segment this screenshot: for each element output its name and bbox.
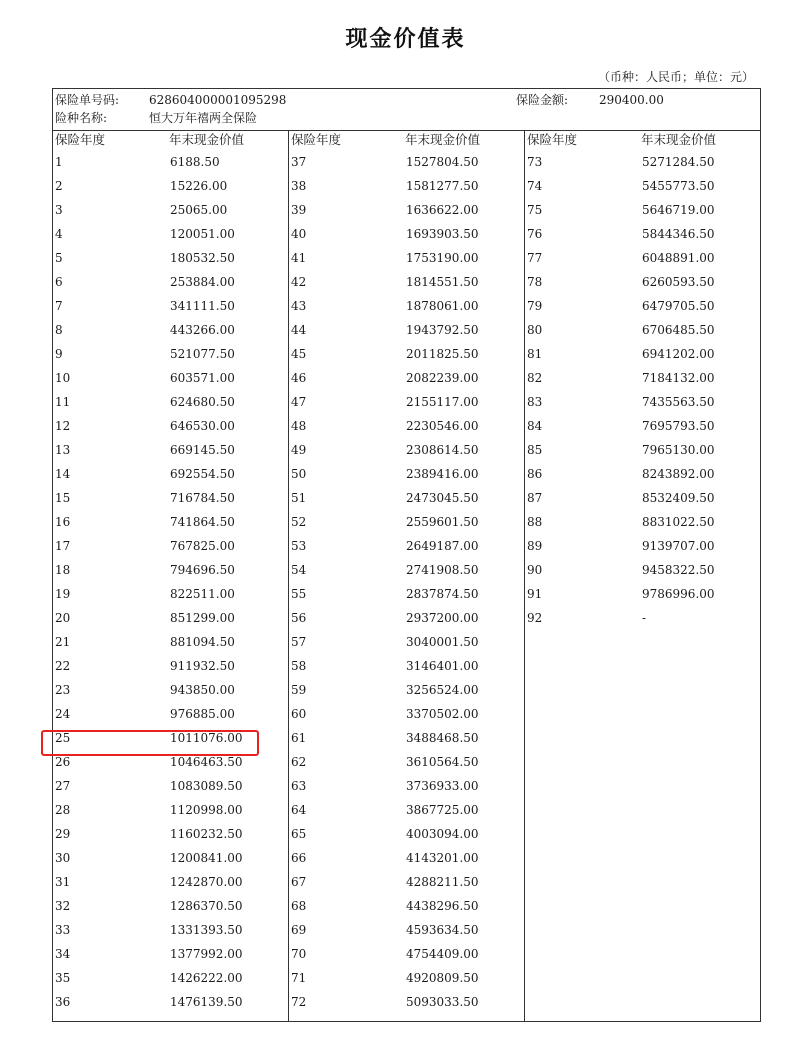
cash-value-cell: 851299.00	[170, 611, 235, 625]
cash-value-cell: 3736933.00	[406, 779, 479, 793]
cash-value-cell: 7435563.50	[642, 395, 715, 409]
year-cell: 37	[291, 155, 307, 169]
cash-value-cell: 4003094.00	[406, 827, 479, 841]
cash-value-cell: 5093033.50	[406, 995, 479, 1009]
cash-value-cell: 8243892.00	[642, 467, 715, 481]
year-cell: 26	[55, 755, 71, 769]
cash-value-cell: 624680.50	[170, 395, 235, 409]
cash-value-cell: 3040001.50	[406, 635, 479, 649]
cash-value-cell: 2155117.00	[406, 395, 479, 409]
cash-value-cell: 253884.00	[170, 275, 235, 289]
year-cell: 16	[55, 515, 71, 529]
year-cell: 50	[291, 467, 307, 481]
year-cell: 63	[291, 779, 307, 793]
table-row	[53, 534, 289, 558]
table-row	[289, 318, 525, 342]
table-row	[53, 318, 289, 342]
table-row	[525, 486, 761, 510]
year-cell: 67	[291, 875, 307, 889]
year-cell: 7	[55, 299, 63, 313]
cash-value-cell: 5271284.50	[642, 155, 715, 169]
table-row	[53, 630, 289, 654]
table-row	[289, 990, 525, 1014]
year-cell: 31	[55, 875, 71, 889]
table-row	[289, 510, 525, 534]
table-row	[289, 246, 525, 270]
table-row	[525, 390, 761, 414]
product-name-label: 险种名称:	[55, 111, 108, 125]
currency-note: （币种：人民币；单位：元）	[597, 70, 754, 84]
year-cell: 23	[55, 683, 71, 697]
year-cell: 72	[291, 995, 307, 1009]
table-column-2	[289, 130, 525, 1014]
year-cell: 13	[55, 443, 71, 457]
cash-value-cell: 1753190.00	[406, 251, 479, 265]
table-row	[525, 438, 761, 462]
cash-value-cell: 8532409.50	[642, 491, 715, 505]
year-cell: 19	[55, 587, 71, 601]
table-row	[525, 558, 761, 582]
year-cell: 21	[55, 635, 71, 649]
table-row	[53, 654, 289, 678]
cash-value-cell: 9458322.50	[642, 563, 715, 577]
table-row	[53, 294, 289, 318]
table-row	[53, 702, 289, 726]
table-row	[289, 798, 525, 822]
table-row	[53, 174, 289, 198]
cash-value-cell: 1377992.00	[170, 947, 243, 961]
year-cell: 87	[527, 491, 543, 505]
cash-value-cell: 2011825.50	[406, 347, 479, 361]
cash-value-cell: 976885.00	[170, 707, 235, 721]
table-row	[53, 414, 289, 438]
cash-value-cell: 2649187.00	[406, 539, 479, 553]
table-row	[53, 150, 289, 174]
table-row	[53, 246, 289, 270]
table-row	[289, 966, 525, 990]
cash-value-cell: -	[642, 611, 647, 625]
cash-value-cell: 2389416.00	[406, 467, 479, 481]
table-row	[525, 534, 761, 558]
table-row	[289, 702, 525, 726]
table-row	[289, 726, 525, 750]
year-cell: 48	[291, 419, 307, 433]
cash-value-cell: 1160232.50	[170, 827, 243, 841]
cash-value-cell: 5455773.50	[642, 179, 715, 193]
year-cell: 65	[291, 827, 307, 841]
table-row	[525, 222, 761, 246]
cash-value-cell: 1426222.00	[170, 971, 243, 985]
value-header: 年末现金价值	[641, 132, 717, 147]
cash-value-cell: 15226.00	[170, 179, 228, 193]
year-cell: 43	[291, 299, 307, 313]
year-cell: 81	[527, 347, 543, 361]
cash-value-cell: 767825.00	[170, 539, 235, 553]
year-cell: 6	[55, 275, 63, 289]
cash-value-cell: 2230546.00	[406, 419, 479, 433]
year-cell: 30	[55, 851, 71, 865]
year-cell: 54	[291, 563, 307, 577]
table-row	[289, 342, 525, 366]
year-cell: 83	[527, 395, 543, 409]
table-row	[525, 366, 761, 390]
cash-value-cell: 6260593.50	[642, 275, 715, 289]
cash-value-cell: 4438296.50	[406, 899, 479, 913]
cash-value-cell: 4288211.50	[406, 875, 479, 889]
year-cell: 58	[291, 659, 307, 673]
cash-value-cell: 6941202.00	[642, 347, 715, 361]
year-cell: 51	[291, 491, 307, 505]
year-cell: 5	[55, 251, 63, 265]
cash-value-cell: 4754409.00	[406, 947, 479, 961]
year-cell: 53	[291, 539, 307, 553]
cash-value-cell: 4920809.50	[406, 971, 479, 985]
cash-value-cell: 1814551.50	[406, 275, 479, 289]
table-row	[289, 390, 525, 414]
cash-value-cell: 716784.50	[170, 491, 235, 505]
table-row	[289, 630, 525, 654]
table-row	[53, 342, 289, 366]
year-cell: 91	[527, 587, 543, 601]
year-cell: 8	[55, 323, 63, 337]
table-row	[289, 558, 525, 582]
year-cell: 25	[55, 731, 71, 745]
page-title: 现金价值表	[345, 27, 466, 52]
cash-value-cell: 3256524.00	[406, 683, 479, 697]
year-cell: 78	[527, 275, 543, 289]
cash-value-cell: 6188.50	[170, 155, 220, 169]
table-row	[53, 390, 289, 414]
table-row	[289, 678, 525, 702]
table-row	[53, 558, 289, 582]
table-header-row	[525, 130, 761, 150]
cash-value-cell: 6479705.50	[642, 299, 715, 313]
year-cell: 79	[527, 299, 543, 313]
cash-value-cell: 1476139.50	[170, 995, 243, 1009]
table-row	[525, 318, 761, 342]
year-cell: 75	[527, 203, 543, 217]
table-row	[289, 774, 525, 798]
cash-value-cell: 2937200.00	[406, 611, 479, 625]
table-row	[289, 654, 525, 678]
year-cell: 34	[55, 947, 71, 961]
year-cell: 17	[55, 539, 71, 553]
cash-value-cell: 1693903.50	[406, 227, 479, 241]
year-header: 保险年度	[527, 132, 578, 147]
table-row	[289, 942, 525, 966]
table-row	[53, 678, 289, 702]
table-row	[289, 462, 525, 486]
cash-value-cell: 8831022.50	[642, 515, 715, 529]
year-cell: 64	[291, 803, 307, 817]
cash-value-cell: 911932.50	[170, 659, 235, 673]
cash-value-cell: 180532.50	[170, 251, 235, 265]
table-row	[289, 150, 525, 174]
table-row	[53, 966, 289, 990]
year-cell: 33	[55, 923, 71, 937]
table-column-3	[525, 130, 761, 630]
cash-value-cell: 3488468.50	[406, 731, 479, 745]
year-cell: 84	[527, 419, 543, 433]
product-name-value: 恒大万年禧两全保险	[149, 111, 258, 125]
year-cell: 82	[527, 371, 543, 385]
cash-value-cell: 9786996.00	[642, 587, 715, 601]
table-row	[53, 798, 289, 822]
cash-value-cell: 1242870.00	[170, 875, 243, 889]
cash-value-cell: 1083089.50	[170, 779, 243, 793]
year-cell: 60	[291, 707, 307, 721]
year-cell: 69	[291, 923, 307, 937]
cash-value-cell: 692554.50	[170, 467, 235, 481]
cash-value-cell: 4143201.00	[406, 851, 479, 865]
year-header: 保险年度	[291, 132, 342, 147]
cash-value-cell: 794696.50	[170, 563, 235, 577]
table-row	[53, 870, 289, 894]
year-cell: 76	[527, 227, 543, 241]
cash-value-cell: 741864.50	[170, 515, 235, 529]
table-row	[53, 366, 289, 390]
cash-value-cell: 603571.00	[170, 371, 235, 385]
table-row	[289, 222, 525, 246]
table-row	[289, 534, 525, 558]
table-row	[53, 942, 289, 966]
table-row	[525, 246, 761, 270]
highlight-box-year-25	[41, 730, 259, 756]
policy-number-value: 628604000001095298	[149, 93, 287, 107]
year-cell: 39	[291, 203, 307, 217]
year-cell: 2	[55, 179, 63, 193]
table-row	[289, 894, 525, 918]
year-cell: 28	[55, 803, 71, 817]
year-cell: 42	[291, 275, 307, 289]
year-cell: 29	[55, 827, 71, 841]
cash-value-cell: 2559601.50	[406, 515, 479, 529]
cash-value-cell: 5844346.50	[642, 227, 715, 241]
table-row	[53, 846, 289, 870]
cash-value-cell: 2082239.00	[406, 371, 479, 385]
cash-value-cell: 1636622.00	[406, 203, 479, 217]
year-cell: 38	[291, 179, 307, 193]
cash-value-cell: 2741908.50	[406, 563, 479, 577]
cash-value-cell: 822511.00	[170, 587, 235, 601]
table-row	[53, 582, 289, 606]
table-row	[53, 822, 289, 846]
year-cell: 24	[55, 707, 71, 721]
table-row	[53, 486, 289, 510]
table-row	[53, 270, 289, 294]
year-cell: 56	[291, 611, 307, 625]
year-cell: 59	[291, 683, 307, 697]
cash-value-cell: 7695793.50	[642, 419, 715, 433]
value-header: 年末现金价值	[169, 132, 245, 147]
year-cell: 44	[291, 323, 307, 337]
year-cell: 70	[291, 947, 307, 961]
year-cell: 74	[527, 179, 543, 193]
product-name-row	[53, 110, 760, 127]
year-cell: 66	[291, 851, 307, 865]
cash-value-cell: 1943792.50	[406, 323, 479, 337]
table-row	[525, 174, 761, 198]
cash-value-cell: 646530.00	[170, 419, 235, 433]
year-cell: 22	[55, 659, 71, 673]
table-row	[53, 606, 289, 630]
table-row	[525, 270, 761, 294]
year-cell: 68	[291, 899, 307, 913]
table-row	[289, 486, 525, 510]
cash-value-cell: 1878061.00	[406, 299, 479, 313]
year-cell: 47	[291, 395, 307, 409]
table-row	[525, 462, 761, 486]
table-row	[525, 510, 761, 534]
table-row	[525, 294, 761, 318]
cash-value-cell: 3146401.00	[406, 659, 479, 673]
table-row	[53, 222, 289, 246]
year-cell: 61	[291, 731, 307, 745]
year-cell: 12	[55, 419, 71, 433]
cash-value-cell: 7965130.00	[642, 443, 715, 457]
table-row	[289, 870, 525, 894]
table-row	[525, 606, 761, 630]
table-header-row	[289, 130, 525, 150]
cash-value-cell: 9139707.00	[642, 539, 715, 553]
cash-value-cell: 881094.50	[170, 635, 235, 649]
table-row	[525, 342, 761, 366]
year-cell: 55	[291, 587, 307, 601]
year-cell: 27	[55, 779, 71, 793]
table-row	[53, 894, 289, 918]
cash-value-cell: 1331393.50	[170, 923, 243, 937]
year-cell: 71	[291, 971, 307, 985]
table-row	[289, 414, 525, 438]
cash-value-cell: 3610564.50	[406, 755, 479, 769]
year-cell: 73	[527, 155, 543, 169]
cash-value-cell: 1527804.50	[406, 155, 479, 169]
table-row	[53, 438, 289, 462]
year-cell: 49	[291, 443, 307, 457]
year-cell: 4	[55, 227, 63, 241]
year-cell: 1	[55, 155, 63, 169]
table-row	[289, 294, 525, 318]
cash-value-cell: 443266.00	[170, 323, 235, 337]
cash-value-cell: 1011076.00	[170, 731, 243, 745]
cash-value-cell: 341111.50	[170, 299, 235, 313]
year-header: 保险年度	[55, 132, 106, 147]
cash-value-cell: 6048891.00	[642, 251, 715, 265]
table-row	[53, 462, 289, 486]
year-cell: 18	[55, 563, 71, 577]
table-row	[525, 582, 761, 606]
table-row	[53, 918, 289, 942]
cash-value-cell: 1200841.00	[170, 851, 243, 865]
table-row	[53, 198, 289, 222]
table-row	[525, 414, 761, 438]
year-cell: 11	[55, 395, 71, 409]
table-row	[53, 510, 289, 534]
year-cell: 9	[55, 347, 63, 361]
year-cell: 36	[55, 995, 71, 1009]
table-row	[525, 198, 761, 222]
cash-value-cell: 4593634.50	[406, 923, 479, 937]
year-cell: 62	[291, 755, 307, 769]
year-cell: 3	[55, 203, 63, 217]
cash-value-cell: 3867725.00	[406, 803, 479, 817]
year-cell: 35	[55, 971, 71, 985]
year-cell: 57	[291, 635, 307, 649]
policy-number-row	[53, 92, 760, 109]
cash-value-cell: 2308614.50	[406, 443, 479, 457]
cash-value-cell: 6706485.50	[642, 323, 715, 337]
value-header: 年末现金价值	[405, 132, 481, 147]
table-row	[289, 846, 525, 870]
cash-value-cell: 669145.50	[170, 443, 235, 457]
cash-value-cell: 2837874.50	[406, 587, 479, 601]
table-row	[289, 438, 525, 462]
cash-value-cell: 943850.00	[170, 683, 235, 697]
year-cell: 89	[527, 539, 543, 553]
table-row	[525, 150, 761, 174]
table-header-row	[53, 130, 289, 150]
cash-value-cell: 25065.00	[170, 203, 228, 217]
table-row	[53, 774, 289, 798]
table-column-1	[53, 130, 289, 1014]
table-row	[289, 198, 525, 222]
year-cell: 40	[291, 227, 307, 241]
insured-amount-value: 290400.00	[599, 93, 664, 107]
cash-value-cell: 3370502.00	[406, 707, 479, 721]
year-cell: 15	[55, 491, 71, 505]
year-cell: 10	[55, 371, 71, 385]
cash-value-table	[52, 88, 761, 1022]
year-cell: 86	[527, 467, 543, 481]
year-cell: 41	[291, 251, 307, 265]
year-cell: 80	[527, 323, 543, 337]
table-row	[289, 582, 525, 606]
policy-number-label: 保险单号码:	[55, 93, 120, 107]
table-row	[53, 990, 289, 1014]
year-cell: 92	[527, 611, 543, 625]
year-cell: 90	[527, 563, 543, 577]
cash-value-cell: 1286370.50	[170, 899, 243, 913]
cash-value-cell: 521077.50	[170, 347, 235, 361]
year-cell: 46	[291, 371, 307, 385]
cash-value-cell: 7184132.00	[642, 371, 715, 385]
insured-amount-label: 保险金额:	[516, 93, 569, 107]
cash-value-cell: 1120998.00	[170, 803, 243, 817]
year-cell: 32	[55, 899, 71, 913]
table-row	[289, 606, 525, 630]
year-cell: 77	[527, 251, 543, 265]
year-cell: 85	[527, 443, 543, 457]
table-row	[289, 750, 525, 774]
cash-value-cell: 2473045.50	[406, 491, 479, 505]
table-row	[289, 918, 525, 942]
cash-value-cell: 5646719.00	[642, 203, 715, 217]
table-row	[289, 366, 525, 390]
year-cell: 88	[527, 515, 543, 529]
year-cell: 45	[291, 347, 307, 361]
year-cell: 52	[291, 515, 307, 529]
cash-value-cell: 120051.00	[170, 227, 235, 241]
year-cell: 20	[55, 611, 71, 625]
table-row	[289, 270, 525, 294]
table-row	[289, 822, 525, 846]
table-row	[289, 174, 525, 198]
cash-value-cell: 1046463.50	[170, 755, 243, 769]
cash-value-cell: 1581277.50	[406, 179, 479, 193]
year-cell: 14	[55, 467, 71, 481]
